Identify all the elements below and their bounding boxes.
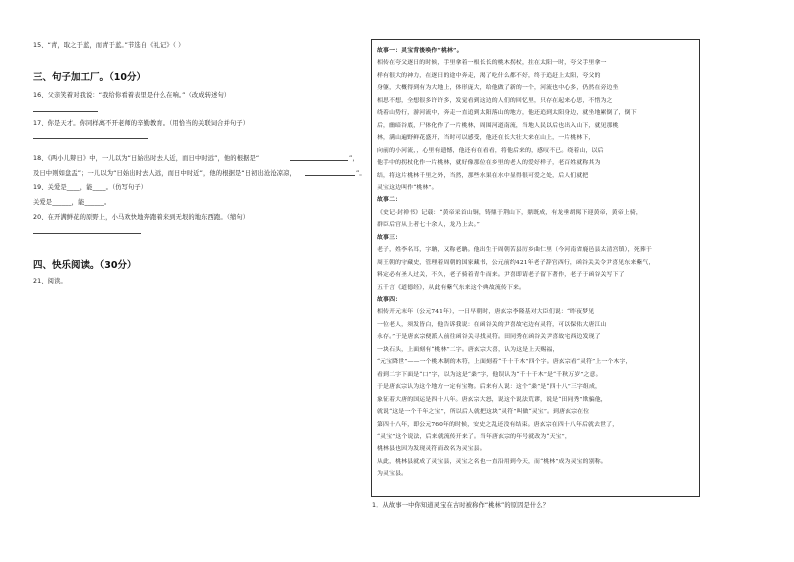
passage-line: 看到二字下面是“口”字，以为这是“桑”字，他误认为“千十千木”是“千秋万岁”之意。 bbox=[377, 371, 602, 378]
reading-question-1: 1．从故事一中你知道灵宝在古时被称作“桃林”的原因是什么？ bbox=[372, 502, 550, 509]
story-heading: 故事三： bbox=[377, 233, 402, 241]
passage-line: 他手中的拐杖化作一片桃林，就好像那位在乡里的老人的爱好样子，老百姓就称其为 bbox=[377, 160, 601, 167]
question-20: 20、在开满鲜花的原野上，小马欢快地奔跑着来到无垠的地东西跑。（缩句） bbox=[33, 214, 250, 221]
passage-line: 林，满山遍野鲜花盛开，当时可以感受，他还在长大壮大来在山上，一片桃林下， bbox=[377, 135, 595, 142]
passage-line: “元宝降世”——一个桃木制的木符，上面刻着“千十千木”四个字。唐玄宗看“灵符”上一个木字， bbox=[377, 359, 632, 366]
passage-line: 相传在夸父逐日的时候，手里拿着一根长长的桃木拐杖，拄在太阳一时，夸父手里拿一 bbox=[377, 60, 607, 67]
question-19: 19、关爱是____，能____。（仿写句子） bbox=[33, 184, 148, 191]
passage-line: 五千言《道德经》，从此有紫气东来这个典故流传下来。 bbox=[377, 284, 526, 291]
passage-line: 从此，桃林县就成了灵宝县，灵宝之名也一直沿用到今天，而“桃林”成为灵宝的别称。 bbox=[377, 458, 607, 465]
passage-line: 周王朝的守藏史，管理着周朝的国家藏书，公元前约421年老子辞官西行，函谷关关令尹喜见东来紫气， bbox=[377, 259, 655, 266]
passage-line: 一块石头，上面刻有“桃林”二字。唐玄宗大喜，认为这是上天赐福， bbox=[377, 346, 559, 353]
question-17: 17、你是天才。你同样离不开老师的辛勤教育。（用恰当的关联词合并句子） bbox=[33, 120, 250, 127]
passage-line: “灵宝”这个说法，后来就流传开来了。当年唐玄宗的年号就改为“天宝”， bbox=[377, 433, 571, 440]
question-18-line2: 及日中则如盘盂”；一儿以为“日始出时去人远，而日中时近”，他的根据是“日初出沧沧凉凉， bbox=[33, 170, 296, 177]
question-21: 21、阅读。 bbox=[33, 278, 67, 285]
question-18-line2-end: ”。 bbox=[356, 170, 366, 177]
passage-line: 身躯，大概得到有为大地上，体形庞大，给他做了新的一个，河流也中心多，仍然在旁边坐 bbox=[377, 85, 619, 92]
answer-line-18a[interactable] bbox=[290, 160, 348, 161]
passage-line: 样有很大的神力，在逐日的途中奔走，渴了吃什么都不好，终于追赶上太阳，夸父的 bbox=[377, 72, 601, 79]
question-15: 15、“青，取之于蓝，而青于蓝。”节选自《礼记》（ ） bbox=[33, 42, 185, 49]
passage-line: 第四十八年，即公元760年的时候，安史之乱还没有结束。唐玄宗在四十八年后就去世了， bbox=[377, 421, 619, 428]
section-4-title: 四、快乐阅读。（30分） bbox=[33, 260, 137, 271]
passage-line: 一位老人，须发皆白，他告诉我说：在函谷关的尹喜故宅边有灵符，可以保佑大唐江山 bbox=[377, 321, 607, 328]
passage-line: 老子，姓李名耳，字聃，又称老聃。他出生于周朝苦县厉乡曲仁里（今河南省鹿邑县太清宫镇），死葬于 bbox=[377, 247, 652, 254]
story-heading: 故事一：灵宝背後唤作“桃林”。 bbox=[377, 47, 463, 54]
answer-line-18b[interactable] bbox=[305, 175, 355, 176]
passage-line: 于是唐玄宗认为这个地方一定有宝物。后来有人说：这个“桑”是“四十八”三字组成， bbox=[377, 384, 602, 391]
question-18-line1: 18、《两小儿辩日》中，一儿以为“日始出时去人近，而日中时远”，他的根据是“ bbox=[33, 155, 260, 162]
passage-line: 相传开元末年（公元741年），一日早朝时，唐玄宗李隆基对大臣们说：“昨夜梦见 bbox=[377, 309, 595, 316]
passage-line: 结，将这片桃林千里之外，当然，那些水果在水中显得很可爱之处，后人们就把 bbox=[377, 172, 589, 179]
story-heading: 故事四： bbox=[377, 296, 402, 303]
passage-line: 象征着大唐的国运是四十八年。唐玄宗大怒，说这个说法荒谬，说是“田同秀”欺骗他， bbox=[377, 396, 607, 403]
question-19-answer[interactable]: 关爱是______，能______。 bbox=[33, 199, 111, 206]
section-3-title: 三、句子加工厂。（10分） bbox=[33, 72, 146, 83]
passage-line: 绕着山势行，游河流中，奔走一直追到太阳落山的地方，他还追到太阳身边，就坐地累倒了，倒下 bbox=[377, 110, 637, 117]
passage-line: 桃林县也因为发现灵符而改名为灵宝县。 bbox=[377, 446, 486, 453]
passage-line: 灵宝这边叫作“桃林”。 bbox=[377, 184, 438, 191]
passage-line: 群臣后宫从上者七十余人，龙乃上去。” bbox=[377, 222, 480, 229]
passage-line: 向前的小河流，，心里有遗憾，他还有在看看，将他后来的，感叹不已。绕着山，以后 bbox=[377, 147, 604, 154]
question-16: 16、父亲笑着对我说：“我给你看着表里是什么在响。”（改成转述句） bbox=[33, 92, 231, 99]
reading-passage-box bbox=[371, 39, 700, 497]
answer-line-20[interactable] bbox=[33, 233, 141, 234]
passage-line: 料定必有圣人过关，不久，老子骑着青牛而来。尹喜即请老子留下著作，老子于函谷关写下了 bbox=[377, 272, 625, 279]
passage-line: 后，幽暗谷底，尸体化作了一片桃林，周围河道南流，当地人民以后也出入山下，就见那桃 bbox=[377, 122, 619, 129]
passage-line: 相思不想，全想很多许许多，发觉看到这边的人们的回忆里，只存在起来心思，不惜为之 bbox=[377, 97, 613, 104]
passage-line: 就说“这是一个千年之宝”，所以后人就把这块“灵符”叫做“灵宝”。到唐玄宗在位 bbox=[377, 409, 590, 416]
story-heading: 故事二： bbox=[377, 196, 402, 204]
passage-line: 《史记·封禅书》记载：“黄帝采首山铜，铸鼎于荆山下，鼎既成，有龙垂胡髯下迎黄帝，黄帝上骑， bbox=[377, 209, 642, 216]
passage-line: 为灵宝县。 bbox=[377, 471, 408, 478]
answer-line-17[interactable] bbox=[33, 138, 148, 139]
answer-line-16[interactable] bbox=[33, 111, 98, 112]
question-18-line1-end: ”， bbox=[349, 155, 359, 162]
passage-line: 永存。”于是唐玄宗便派人前往函谷关寻找灵符。田同秀在函谷关尹喜故宅西边发现了 bbox=[377, 334, 601, 341]
